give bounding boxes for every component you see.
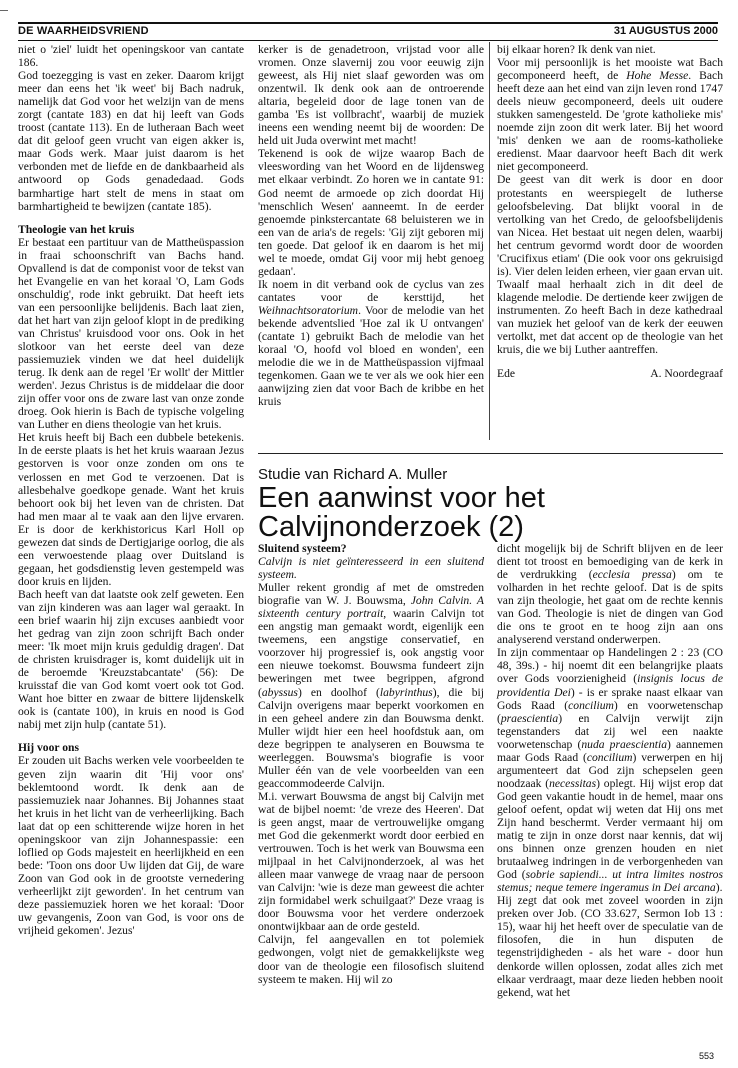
paragraph: Bach heeft van dat laatste ook zelf geweten. Een van zijn kinderen was aan lager wal geraakt. In een brief waarin hij zijn excuses aanbiedt voor het gedrag van zijn zoon schrijft Bach onder meer: 'Ik moet mijn kruis geduldig dragen'. Dat de christen kruisdrager is, komt duidelijk uit in de beroemde 'Kreuzstabcantate' (56): De kruisstaf die van God komt voert ook tot God. Want hoe bitter en zwaar de bittere lijdenskelk ook is (cantate 100), in kruis en nood is God nabij met zijn hulp (cantate 51). — [18, 587, 244, 732]
section-heading: Hij voor ons — [18, 741, 79, 755]
article2-column-1 — [258, 542, 484, 986]
article-divider — [258, 453, 723, 454]
paragraph: Calvijn, fel aangevallen en tot polemiek gedwongen, volgt niet de gemakkelijkste weg door van de theologie een filosofisch sluitend systeem te maken. Hij wil zo — [258, 933, 484, 986]
italic-term: concilium — [568, 698, 614, 712]
page-number: 553 — [699, 1051, 715, 1061]
paragraph: Hij zegt dat ook met zoveel woorden in zijn preken over Job. (CO 33.627, Sermon Iob 13 : 15), waar hij het heeft over de speculatie van de filosofen, die in hun disputen de tegenstrijdigheden - als het ware - door hun denkorde willen oplossen, zodat alles zich met elkaar verdraagt, maar deze lieden hebben nooit gekend, wat het — [497, 894, 723, 999]
italic-title: Hohe Messe — [626, 69, 689, 83]
title-line: Calvijnonderzoek (2) — [258, 511, 524, 543]
paragraph — [258, 278, 484, 408]
text-run: ) - is er sprake naast elkaar van Gods Raad ( — [497, 685, 723, 712]
article2-column-2 — [497, 542, 723, 999]
text-run: ) om te volharden in het rechte geloof. Dat is de spits van zijn theologie, het gaat om de rechte kennis van God. Theologie is niet de dingen van God die ons te groot en te hoog zijn aan ons analyserend verstand onderwerpen. — [497, 568, 724, 647]
text-run: . Bach heeft deze aan het eind van zijn leven rond 1747 deels nieuw gecomponeerd, deels uit oudere stukken samengesteld. De 'grote katholieke mis' noemde zijn zoon dit werk later. Bij het woord 'mis' denken we aan de rooms-katholieke eredienst. Maar daarvoor heeft Bach dit werk niet gecomponeerd. — [497, 69, 724, 174]
page-header — [18, 22, 718, 41]
paragraph: De geest van dit werk is door en door protestants en weerspiegelt de lutherse geloofsbeleving. Dat blijkt vooral in de vertolking van het Credo, de geloofsbelijdenis van Nicea. Het bestaat uit negen delen, waarbij het centrum gevormd wordt door de woorden 'Crucifixus etiam' (Die ook voor ons gekruisigd is). Vier delen leiden erheen, vier gaan ervan uit. Twaalf maal herhaalt zich in dit deel de klagende melodie. De dertiende keer zwijgen de instrumenten. Zo heeft Bach in deze kathedraal van muziek het geloof van de kerk der eeuwen vertolkt, met dat accent op de theologie van het kruis, die we bij Luther aantreffen. — [497, 173, 723, 357]
section-heading: Theologie van het kruis — [18, 222, 135, 236]
text-run: ) en Calvijn verwijt zijn tegenstanders dat zij wel een naakte voorwetenschap ( — [497, 711, 723, 751]
paragraph: kerker is de genadetroon, vrijstad voor alle vromen. Onze slavernij zou voor eeuwig zijn geweest, als Hij niet slaaf geworden was om onzentwil. Ik denk ook aan de ontroerende altaria, begeleid door de lage tonen van de gamba 'Es ist vollbracht', waarbij de muziek ineens een wending neemt bij de woorden: De held uit Juda overwint met macht! — [258, 43, 484, 148]
text-run: Muller rekent grondig af met de omstreden biografie van W. J. Bouwsma, — [258, 581, 484, 608]
italic-term: labyrinthus — [379, 685, 433, 699]
title-line: Een aanwinst voor het — [258, 482, 545, 514]
italic-title: John Calvin. A sixteenth century portrait — [258, 594, 484, 621]
italic-term: nuda praescientia — [581, 737, 667, 751]
text-run: ), die bij Calvijn overigens maar beperkt voorkomen en in een geheel andere zin dan Bouwsma denkt. Muller wijdt hier een heel hoofdstuk aan, om deze begrippen te analyseren en Bouwsma te weerleggen. Bouwsma's biografie is voor Muller één van de vele voorbeelden van een geaccommodeerde Calvijn. — [258, 685, 484, 790]
italic-term: necessitas — [549, 776, 597, 790]
italic-term: praescientia — [500, 711, 559, 725]
text-run: ) oplegt. Hij wijst erop dat God geen vakantie houdt in de hemel, maar ons geloof oefent, opdat wij weten dat Hij ons met Zijn hand beschermt. Verder vermaant hij om matig te zijn in onze dorst naar kennis, dat wij ons binnen onze grenzen houden en niet brutaalweg indringen in de verborgenheden van God ( — [497, 776, 723, 882]
article2-kicker: Studie van Richard A. Muller — [258, 466, 448, 483]
text-run: . Voor de melodie van het bekende adventslied 'Hoe zal ik U ontvangen' (cantate 1) gebruikt Bach de melodie van het koraal 'O, hoofd vol bloed en wonden', een melodie die we in de Mattheüspassion vijfmaal tegenkomen. Gaan we te ver als we ook hier een aanwijzing zien dat voor Bach de kribbe en het kruis — [258, 303, 484, 409]
paragraph: niet o 'ziel' luidt het openingskoor van cantate 186. — [18, 43, 244, 70]
lead-paragraph — [258, 555, 484, 581]
publication-name: DE WAARHEIDSVRIEND — [18, 25, 149, 37]
paragraph: Er zouden uit Bachs werken vele voorbeelden te geven zijn waarin dit 'Hij voor ons' beklemtoond wordt. Ik denk aan de passiemuziek naar Johannes. Bij Johannes staat het kruis in het licht van de verheerlijking. Bach laat dat op een schitterende wijze horen in het openingskoor van zijn Johannespassie: een loflied op Gods majesteit en heerlijkheid en een bede: 'Toon ons door Uw lijden dat Gij, de ware Zoon van God ook in de grootste vernedering verheerlijkt zijt geworden'. In het centrum van deze passiemuziek horen we het koraal: 'Door uw gevangenis, Zoon van God, is voor ons de vrijheid gekomen'. Jezus' — [18, 754, 244, 938]
text-run: Ik noem in dit verband ook de cyclus van zes cantates voor de kersttijd, het — [258, 277, 484, 304]
paragraph — [497, 646, 723, 894]
paragraph: Tekenend is ook de wijze waarop Bach de vleeswording van het Woord en de lijdensweg met elkaar verbindt. Zo horen we in cantate 91: God neemt de armoede op zich doordat Hij 'menschlich Wesen' aanneemt. In de eerder genoemde pinkstercantate 68 beluisteren we in een van de aria's de regels: 'Gij zijt geboren mij ten goede. Dat geloof ik en daarom is het mij wel te moede, omdat Gij voor mij hebt genoeg gedaan'. — [258, 147, 484, 278]
paragraph: M.i. verwart Bouwsma de angst bij Calvijn met wat de bijbel noemt: 'de vreze des Heeren'. Dat is geen angst, maar de vertrouwelijke omgang met God die gekenmerkt wordt door eerbied en vertrouwen. Toch is het werk van Bouwsma een mijlpaal in het Calvijnonderzoek, al was het alleen maar vanwege de vraag naar de persoon van Calvijn: 'wie is deze man geweest die achter zijn formidabel werk schuilgaat?' Deze vraag is door Bouwsma voor het verdere onderzoek onontwijkbaar aan de orde gesteld. — [258, 789, 484, 934]
text-run: In zijn commentaar op Handelingen 2 : 23 (CO 48, 39s.) - hij noemt dit een belangrijke plaats over Gods voorzienigheid ( — [497, 646, 723, 686]
paragraph: God toezegging is vast en zeker. Daarom krijgt meer dan eens het 'ik weet' bij Bach nadruk, namelijk dat God voor het welzijn van de mens zorgt (cantate 183) en dat hij leeft van Gods troost (cantate 113). En de lutheraan Bach weet dat dit geloof geen vrucht van eigen akker is, maar Gods werk. Maar juist daarom is het verbonden met de liefde en de dankbaarheid als antwoord op Gods genadedaad. Gods barmhartige hart stelt de mens in staat om barmhartigheid te bewijzen (cantate 185). — [18, 69, 244, 213]
section-heading: Sluitend systeem? — [258, 542, 347, 555]
text-run: ) aannemen maar Gods Raad ( — [497, 737, 723, 764]
paragraph: Het kruis heeft bij Bach een dubbele betekenis. In de eerste plaats is het het kruis waaraan Jezus gestorven is voor onze zonden om ons te verlossen en met God te verzoenen. Dat is allesbehalve goedkope genade. Want het kruis behoort ook bij het leven van de christen. Dat had men maar al te vaak aan den lijve ervaren. Er is door de kerkhistoricus Karl Holl op gewezen dat sinds de Dertigjarige oorlog, die als een verwoestende plaag over Duitsland is gegaan, het godsdienstig leven gestempeld was door kruis en lijden. — [18, 431, 245, 588]
italic-title: Weihnachtsoratorium — [258, 303, 359, 317]
column-divider — [489, 42, 490, 440]
issue-date: 31 AUGUSTUS 2000 — [613, 25, 718, 37]
lead-text: Calvijn is niet geïnteresseerd in een sluitend systeem. — [258, 555, 484, 582]
article2-title — [258, 484, 723, 542]
margin-tick — [0, 10, 8, 11]
text-run: , waarin Calvijn tot een angstig man gemaakt wordt, eigenlijk een tweemens, een angstige conservatief, en voorzover hij progressief is, ook angstig voor een nieuwe toekomst. Bouwsma fundeert zijn beweringen met twee begrippen, afgrond ( — [258, 607, 484, 699]
italic-term: concilium — [586, 750, 633, 764]
italic-term: abyssus — [261, 685, 298, 699]
text-run: dicht mogelijk bij de Schrift blijven en de leer dient tot troost en bemoediging van de kerk in de verdrukking ( — [497, 542, 723, 582]
text-run: ) en voorwetenschap ( — [497, 698, 723, 725]
signature-place: Ede — [497, 367, 516, 381]
signature-author: A. Noordegraaf — [650, 367, 723, 381]
paragraph — [258, 581, 484, 790]
paragraph — [497, 542, 723, 646]
paragraph: Er bestaat een partituur van de Mattheüspassion in fraai schoonschrift van Bachs hand. Opvallend is dat de componist voor de tekst van het Evangelie en van het koraal 'O, Lam Gods onschuldig', rode inkt gebruikt. Dat heeft iets van een persoonlijke belijdenis. Bach laat zien, dat het hart van zijn geloof klopt in de prediking van Christus' kruisdood voor ons. Ook in het slotkoor van het eerste deel van deze passiemuziek vinden we dat heel duidelijk terug. Ik denk aan de regel 'Er wollt' der Mittler werden'. Jezus Christus is de middelaar die door zijn offer voor ons de zware last van onze zonde droeg. Ook hierin is Bach de typische volgeling van Luther en diens theologie van het kruis. — [18, 235, 244, 432]
italic-term: ecclesia pressa — [592, 568, 672, 582]
italic-term: insignis locus de providentia Dei — [497, 672, 723, 699]
article1-column-1 — [18, 43, 244, 937]
article1-column-2 — [258, 43, 484, 408]
signature-line — [497, 367, 723, 380]
text-run: ). — [715, 881, 723, 895]
italic-quote: sobrie sapiendi... ut intra limites nostros stemus; neque temere ingeramus in Dei arcana — [497, 868, 723, 895]
paragraph: bij elkaar horen? Ik denk van niet. — [497, 43, 656, 56]
text-run: ) en doolhof ( — [297, 685, 380, 699]
article1-column-3 — [497, 43, 723, 380]
paragraph — [497, 56, 723, 173]
text-run: Voor mij persoonlijk is het mooiste wat Bach gecomponeerd heeft, de — [497, 56, 723, 83]
text-run: ) verwerpen en hij argumenteert dat God zijn schepselen geen noodzaak ( — [497, 750, 723, 790]
